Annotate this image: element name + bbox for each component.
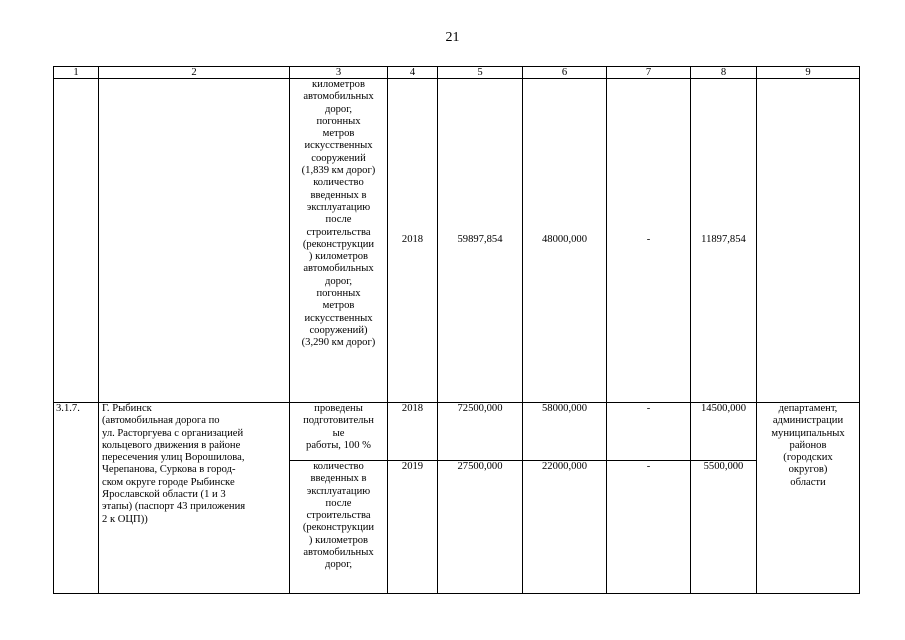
text-line: кольцевого движения в районе (102, 439, 241, 451)
regional-budget-cell: 58000,000 (523, 403, 607, 461)
row-number-cell (54, 79, 99, 403)
header-cell: 6 (523, 67, 607, 79)
regional-budget-cell: 22000,000 (523, 461, 607, 594)
total-cell: 59897,854 (438, 79, 523, 403)
header-cell: 4 (388, 67, 438, 79)
text-line: эксплуатацию (306, 201, 371, 213)
text-line: муниципальных (771, 427, 845, 439)
object-name-cell (99, 403, 290, 594)
header-cell: 5 (438, 67, 523, 79)
text-line: 2 к ОЦП)) (102, 513, 148, 525)
municipal-budget-cell: 11897,854 (691, 79, 757, 403)
text-line: (городских (783, 452, 833, 464)
row-number-cell: 3.1.7. (54, 403, 99, 594)
text-line: администрации (772, 415, 844, 427)
header-row (54, 67, 860, 79)
text-line: (3,290 км дорог) (301, 337, 376, 349)
text-line: строительства (306, 226, 371, 238)
text-line: сооружений) (309, 324, 368, 336)
municipal-budget-cell: 5500,000 (691, 461, 757, 594)
text-line: метров (322, 128, 355, 140)
federal-budget-cell: - (607, 403, 691, 461)
text-line: сооружений (311, 152, 366, 164)
header-cell: 1 (54, 67, 99, 79)
text-line: подготовительн (303, 415, 374, 427)
indicator-cell (290, 403, 388, 461)
text-line: автомобильных (303, 547, 374, 559)
text-line: искусственных (304, 140, 373, 152)
total-cell: 72500,000 (438, 403, 523, 461)
text-line: километров (312, 79, 365, 90)
text-line: автомобильных (303, 91, 374, 103)
text-line: после (325, 214, 352, 226)
text-line: искусственных (304, 312, 373, 324)
text-line: (1,839 км дорог) (301, 165, 376, 177)
text-line: количество (313, 461, 364, 472)
header-cell: 2 (99, 67, 290, 79)
object-name-cell (99, 79, 290, 403)
text-line: департамент, (778, 403, 838, 414)
text-line: ые (332, 427, 345, 439)
header-cell: 7 (607, 67, 691, 79)
indicator-cell (290, 461, 388, 594)
text-line: (автомобильная дорога по (102, 415, 220, 427)
header-cell: 9 (757, 67, 860, 79)
text-line: проведены (314, 403, 363, 414)
table-row (54, 403, 860, 461)
text-line: этапы) (паспорт 43 приложения (102, 501, 246, 513)
text-line: дорог, (324, 103, 353, 115)
text-line: Г. Рыбинск (102, 403, 152, 414)
text-line: автомобильных (303, 263, 374, 275)
text-line: ) километров (308, 251, 369, 263)
municipal-budget-cell: 14500,000 (691, 403, 757, 461)
text-line: пересечения улиц Ворошилова, (102, 452, 245, 464)
header-cell: 3 (290, 67, 388, 79)
program-table (53, 66, 860, 594)
year-cell: 2018 (388, 79, 438, 403)
text-line: Ярославской области (1 и 3 (102, 489, 226, 501)
text-line: ском округе городе Рыбинске (102, 476, 235, 488)
text-line: работы, 100 % (306, 439, 371, 451)
text-line: количество (313, 177, 364, 189)
text-line: строительства (306, 510, 371, 522)
text-line: Черепанова, Суркова в город- (102, 464, 236, 476)
table-row (54, 79, 860, 403)
text-line: дорог, (324, 275, 353, 287)
text-line: (реконструкции (302, 238, 375, 250)
text-line: введенных в (310, 189, 367, 201)
text-line: погонных (316, 288, 361, 300)
text-line: районов (789, 439, 827, 451)
text-line: погонных (316, 115, 361, 127)
text-line: введенных в (310, 473, 367, 485)
year-cell: 2018 (388, 403, 438, 461)
federal-budget-cell: - (607, 461, 691, 594)
text-line: области (790, 476, 826, 488)
text-line: ) километров (308, 534, 369, 546)
text-line: дорог, (324, 559, 353, 571)
text-line: ул. Расторгуева с организацией (102, 427, 244, 439)
federal-budget-cell: - (607, 79, 691, 403)
executor-cell (757, 79, 860, 403)
text-line: метров (322, 300, 355, 312)
text-line: после (325, 497, 352, 509)
text-line: округов) (788, 464, 828, 476)
page-number: 21 (445, 30, 460, 45)
executor-cell (757, 403, 860, 594)
text-line: (реконструкции (302, 522, 375, 534)
header-cell: 8 (691, 67, 757, 79)
text-line: эксплуатацию (306, 485, 371, 497)
year-cell: 2019 (388, 461, 438, 594)
total-cell: 27500,000 (438, 461, 523, 594)
indicator-cell (290, 79, 388, 403)
regional-budget-cell: 48000,000 (523, 79, 607, 403)
